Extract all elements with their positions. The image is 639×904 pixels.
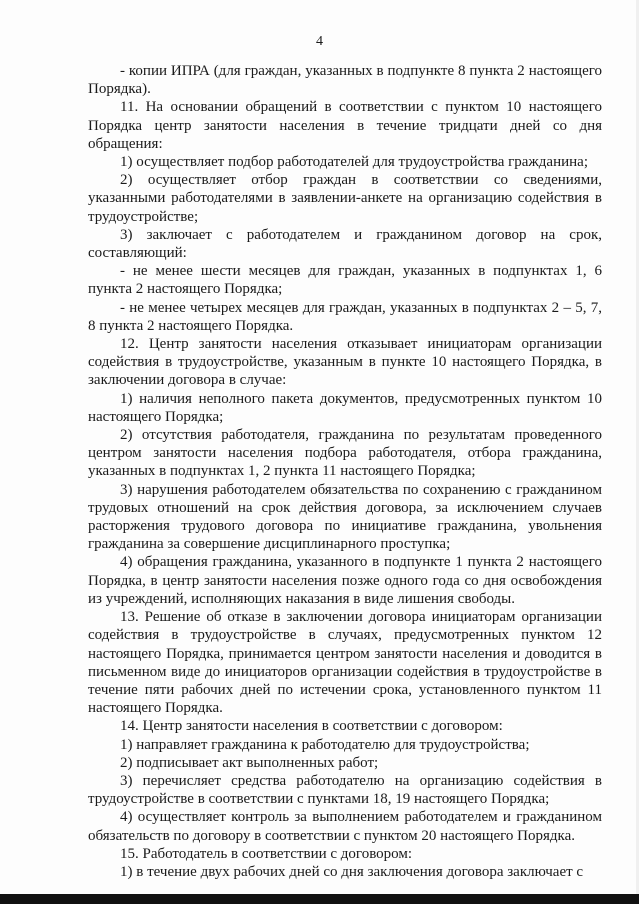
scan-bottom-edge bbox=[0, 894, 639, 904]
paragraph: 3) заключает с работодателем и гражданином договор на срок, составляющий: bbox=[88, 226, 602, 262]
paragraph: 1) осуществляет подбор работодателей для трудоустройства гражданина; bbox=[120, 154, 588, 171]
paragraph: - не менее шести месяцев для граждан, указанных в подпунктах 1, 6 пункта 2 настоящего Порядка; bbox=[88, 263, 602, 298]
document-body bbox=[88, 62, 602, 881]
paragraph: 2) отсутствия работодателя, гражданина по результатам проведенного центром занятости населения подбора работодателя, отбора гражданина, указанных в подпунктах 1, 2 пункта 11 настоящего Порядка; bbox=[88, 427, 602, 480]
paragraph: - копии ИПРА (для граждан, указанных в подпункте 8 пункта 2 настоящего Порядка). bbox=[88, 63, 602, 98]
paragraph: 11. На основании обращений в соответствии с пунктом 10 настоящего Порядка центр занятости населения в течение тридцати дней со дня обращения: bbox=[88, 99, 602, 152]
paragraph: 2) осуществляет отбор граждан в соответствии со сведениями, указанными работодателями в заявлении-анкете на организацию содействия в трудоустройстве; bbox=[88, 172, 602, 225]
paragraph: - не менее четырех месяцев для граждан, указанных в подпунктах 2 – 5, 7, 8 пункта 2 настоящего Порядка. bbox=[88, 299, 602, 334]
paragraph: 4) обращения гражданина, указанного в подпункте 1 пункта 2 настоящего Порядка, в центр занятости населения позже одного года со дня освобождения из учреждений, исполняющих наказания в виде лишения свободы. bbox=[88, 554, 602, 607]
paragraph: 12. Центр занятости населения отказывает инициаторам организации содействия в трудоустройстве, указанным в пункте 10 настоящего Порядка, в заключении договора в случае: bbox=[88, 336, 602, 389]
paragraph: 15. Работодатель в соответствии с договором: bbox=[120, 845, 413, 862]
paragraph: 1) наличия неполного пакета документов, предусмотренных пунктом 10 настоящего Порядка; bbox=[88, 390, 602, 425]
page-number: 4 bbox=[316, 34, 323, 49]
paragraph: 13. Решение об отказе в заключении договора инициаторам организации содействия в трудоустройстве в случаях, предусмотренных пунктом 12 настоящего Порядка, принимается центром занятости населения и доводится в письменном виде до инициаторов организации содействия в трудоустройстве в течение пяти рабочих дней по истечении срока, установленного пунктом 11 настоящего Порядка. bbox=[88, 609, 602, 717]
paragraph: 3) нарушения работодателем обязательства по сохранению с гражданином трудовых отношений на срок действия договора, за исключением случаев расторжения трудового договора по инициативе гражданина, увольнения гражданина за совершение дисциплинарного проступка; bbox=[88, 481, 602, 553]
paragraph: 3) перечисляет средства работодателю на организацию содействия в трудоустройстве в соответствии с пунктами 18, 19 настоящего Порядка; bbox=[88, 772, 602, 808]
paragraph: 2) подписывает акт выполненных работ; bbox=[120, 754, 379, 771]
paragraph: 1) направляет гражданина к работодателю для трудоустройства; bbox=[120, 736, 530, 753]
paragraph: 4) осуществляет контроль за выполнением работодателем и гражданином обязательств по договору в соответствии с пунктом 20 настоящего Порядка. bbox=[88, 809, 602, 844]
paragraph: 14. Центр занятости населения в соответствии с договором: bbox=[120, 718, 503, 735]
paragraph: 1) в течение двух рабочих дней со дня заключения договора заключает с bbox=[120, 863, 584, 880]
